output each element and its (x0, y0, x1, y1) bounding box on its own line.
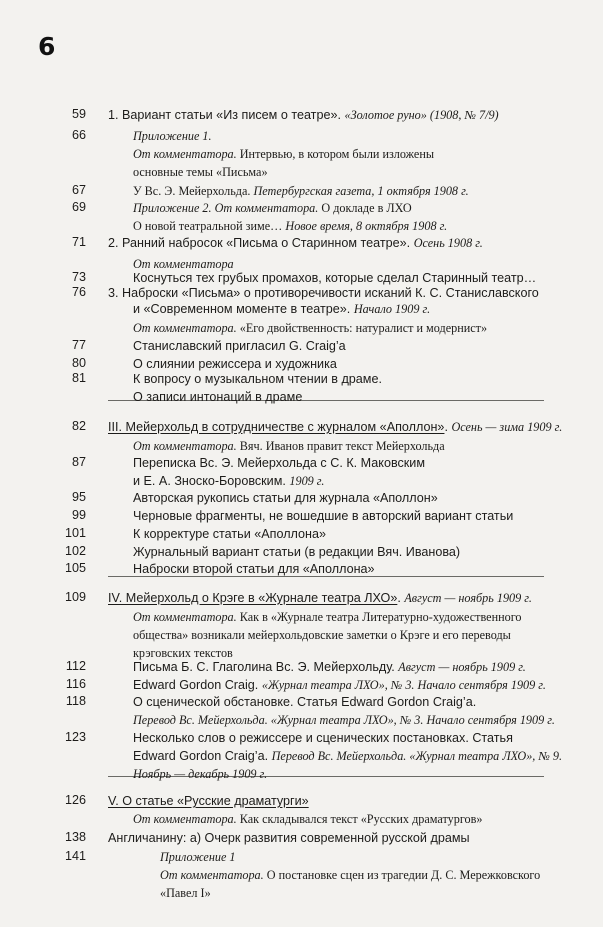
toc-entry (108, 830, 470, 846)
toc-entry-note: Август — ноябрь 1909 г. (404, 591, 532, 605)
toc-page-number: 81 (71, 371, 86, 385)
toc-entry-title: Edward Gordon Craig’a. (133, 749, 272, 763)
toc-page-number: 99 (71, 508, 86, 522)
toc-entry (133, 712, 555, 728)
toc-page-number: 101 (64, 526, 86, 540)
toc-entry (133, 128, 212, 144)
toc-entry-note: «Золотое руно» (1908, № 7/9) (344, 108, 499, 122)
toc-entry (133, 694, 476, 710)
toc-entry (160, 867, 540, 883)
toc-entry (108, 590, 532, 606)
toc-page-number: 87 (71, 455, 86, 469)
toc-entry (108, 285, 539, 301)
toc-entry-title: . (444, 420, 452, 434)
toc-entry-note: Осень 1908 г. (413, 236, 483, 250)
toc-entry-title: 2. Ранний набросок «Письма о Старинном театре». (108, 236, 414, 250)
toc-entry (133, 659, 526, 675)
toc-entry (133, 218, 447, 234)
toc-entry-note: Приложение 2. От комментатора. (133, 201, 319, 215)
toc-page-number: 105 (64, 561, 86, 575)
toc-entry-note: Август — ноябрь 1909 г. (398, 660, 526, 674)
toc-entry (133, 438, 445, 454)
toc-entry-title: К корректуре статьи «Аполлона» (133, 527, 326, 541)
toc-page-number: 73 (71, 270, 86, 284)
toc-entry (133, 508, 513, 524)
toc-entry-title: «Его двойственность: натуралист и модернист» (236, 321, 488, 335)
toc-entry-note: «Журнал театра ЛХО», № 3. Начало сентября 1909 г. (261, 678, 546, 692)
toc-entry-title: Наброски второй статьи для «Аполлона» (133, 562, 375, 576)
toc-entry (133, 320, 487, 336)
toc-entry-title: О докладе в ЛХО (318, 201, 412, 215)
toc-entry (133, 730, 513, 746)
toc-entry-note: Новое время, 8 октября 1908 г. (285, 219, 448, 233)
section-heading: III. Мейерхольд в сотрудничестве с журналом «Аполлон» (108, 420, 445, 434)
toc-entry (133, 200, 412, 216)
toc-entry (108, 793, 309, 809)
toc-entry-title: Интервью, в котором были изложены (236, 147, 435, 161)
toc-entry (133, 526, 326, 542)
toc-page-number: 67 (71, 183, 86, 197)
toc-entry (160, 885, 211, 901)
toc-entry (133, 627, 511, 643)
toc-page-number: 112 (65, 659, 86, 673)
toc-entry (133, 544, 460, 560)
toc-entry-title: и «Современном моменте в театре». (133, 302, 354, 316)
toc-entry (108, 419, 562, 435)
toc-entry-title: Переписка Вс. Э. Мейерхольда с С. К. Маковским (133, 456, 425, 470)
toc-entry (133, 811, 482, 827)
page-number: 6 (38, 32, 56, 61)
toc-page-number: 141 (64, 849, 86, 863)
toc-entry-title: и Е. А. Зноско-Боровским. (133, 474, 290, 488)
toc-entry-title: 3. Наброски «Письма» о противоречивости исканий К. С. Станиславского (108, 286, 539, 300)
toc-entry-title: Англичанину: а) Очерк развития современной русской драмы (108, 831, 470, 845)
toc-entry-title: О сценической обстановке. Статья Edward Gordon Craig’a. (133, 695, 477, 709)
toc-entry (133, 490, 438, 506)
toc-page-number: 59 (71, 107, 86, 121)
toc-entry-title: Журнальный вариант статьи (в редакции Вяч. Иванова) (133, 545, 461, 559)
toc-entry-note: От комментатора (133, 257, 234, 271)
toc-page-number: 80 (71, 356, 86, 370)
toc-page-number: 116 (65, 677, 86, 691)
toc-entry-title: . (397, 591, 405, 605)
toc-entry-title: основные темы «Письма» (133, 165, 268, 179)
toc-entry-title: 1. Вариант статьи «Из писем о театре». (108, 108, 345, 122)
section-heading: IV. Мейерхольд о Крэге в «Журнале театра ЛХО» (108, 591, 398, 605)
section-heading: V. О статье «Русские драматурги» (108, 794, 309, 808)
toc-page-number: 95 (71, 490, 86, 504)
toc-entry-note: От комментатора. (133, 610, 237, 624)
toc-entry-note: От комментатора. (133, 439, 237, 453)
toc-entry-note: Приложение 1 (160, 850, 236, 864)
toc-entry (133, 164, 268, 180)
toc-entry (133, 301, 430, 317)
toc-entry-title: К вопросу о музыкальном чтении в драме. (133, 372, 382, 386)
toc-entry (133, 561, 375, 577)
toc-entry-title: Авторская рукопись статьи для журнала «Аполлон» (133, 491, 438, 505)
toc-entry-note: Начало 1909 г. (353, 302, 431, 316)
toc-page-number: 66 (71, 128, 86, 142)
toc-entry-note: Осень — зима 1909 г. (451, 420, 563, 434)
toc-entry-title: У Вс. Э. Мейерхольда. (133, 184, 254, 198)
toc-page-number: 109 (64, 590, 86, 604)
toc-page-number: 82 (71, 419, 86, 433)
toc-entry-title: Несколько слов о режиссере и сценических постановках. Статья (133, 731, 513, 745)
toc-entry-title: «Павел I» (160, 886, 211, 900)
toc-entry-note: От комментатора. (133, 321, 237, 335)
toc-entry-note: 1909 г. (289, 474, 325, 488)
toc-entry-title: общества» возникали мейерхольдовские заметки о Крэге и его переводы (133, 628, 511, 642)
toc-entry-note: От комментатора. (160, 868, 264, 882)
toc-entry (133, 270, 536, 286)
toc-page-number: 69 (71, 200, 86, 214)
toc-entry-title: Письма Б. С. Глаголина Вс. Э. Мейерхольду. (133, 660, 399, 674)
toc-entry-title: О новой театральной зиме… (133, 219, 286, 233)
toc-entry-note: Ноябрь — декабрь 1909 г. (133, 767, 268, 781)
toc-entry-title: Вяч. Иванов правит текст Мейерхольда (236, 439, 445, 453)
toc-entry (133, 609, 522, 625)
toc-entry-note: Петербургская газета, 1 октября 1908 г. (253, 184, 469, 198)
toc-entry-note: От комментатора. (133, 147, 237, 161)
toc-entry-note: Перевод Вс. Мейерхольда. «Журнал театра ЛХО», № 9. (271, 749, 563, 763)
toc-entry (133, 473, 324, 489)
toc-entry (133, 748, 562, 764)
toc-entry-title: Edward Gordon Craig. (133, 678, 262, 692)
toc-entry (133, 338, 346, 354)
toc-entry-title: Как в «Журнале театра Литературно-художественного (236, 610, 522, 624)
toc-entry-title: О постановке сцен из трагедии Д. С. Мережковского (263, 868, 541, 882)
toc-entry-title: Коснуться тех грубых промахов, которые сделал Старинный театр… (133, 271, 537, 285)
toc-page-number: 102 (64, 544, 86, 558)
toc-entry (133, 455, 425, 471)
toc-page-number: 76 (71, 285, 86, 299)
toc-entry-title: О записи интонаций в драме (133, 390, 303, 404)
toc-entry (133, 183, 469, 199)
toc-page-number: 123 (64, 730, 86, 744)
toc-entry (133, 146, 434, 162)
toc-entry-title: О слиянии режиссера и художника (133, 357, 337, 371)
toc-entry (108, 107, 499, 123)
toc-entry-title: Как складывался текст «Русских драматургов» (236, 812, 483, 826)
toc-entry (133, 677, 546, 693)
toc-entry-note: Перевод Вс. Мейерхольда. «Журнал театра ЛХО», № 3. Начало сентября 1909 г. (133, 713, 555, 727)
toc-page-number: 138 (64, 830, 86, 844)
toc-page-number: 126 (64, 793, 86, 807)
toc-entry (108, 235, 483, 251)
toc-page-number: 71 (71, 235, 86, 249)
toc-entry-note: От комментатора. (133, 812, 237, 826)
toc-page-number: 118 (65, 694, 86, 708)
toc-entry-title: Станиславский пригласил G. Craig’a (133, 339, 346, 353)
toc-entry-title: Черновые фрагменты, не вошедшие в авторский вариант статьи (133, 509, 514, 523)
toc-entry (133, 389, 302, 405)
toc-entry (133, 356, 337, 372)
toc-entry-note: Приложение 1. (133, 129, 212, 143)
toc-entry (133, 766, 267, 782)
toc-entry (133, 371, 382, 387)
toc-page-number: 77 (71, 338, 86, 352)
toc-entry (160, 849, 236, 865)
toc-entry-title: крэговских текстов (133, 646, 233, 660)
